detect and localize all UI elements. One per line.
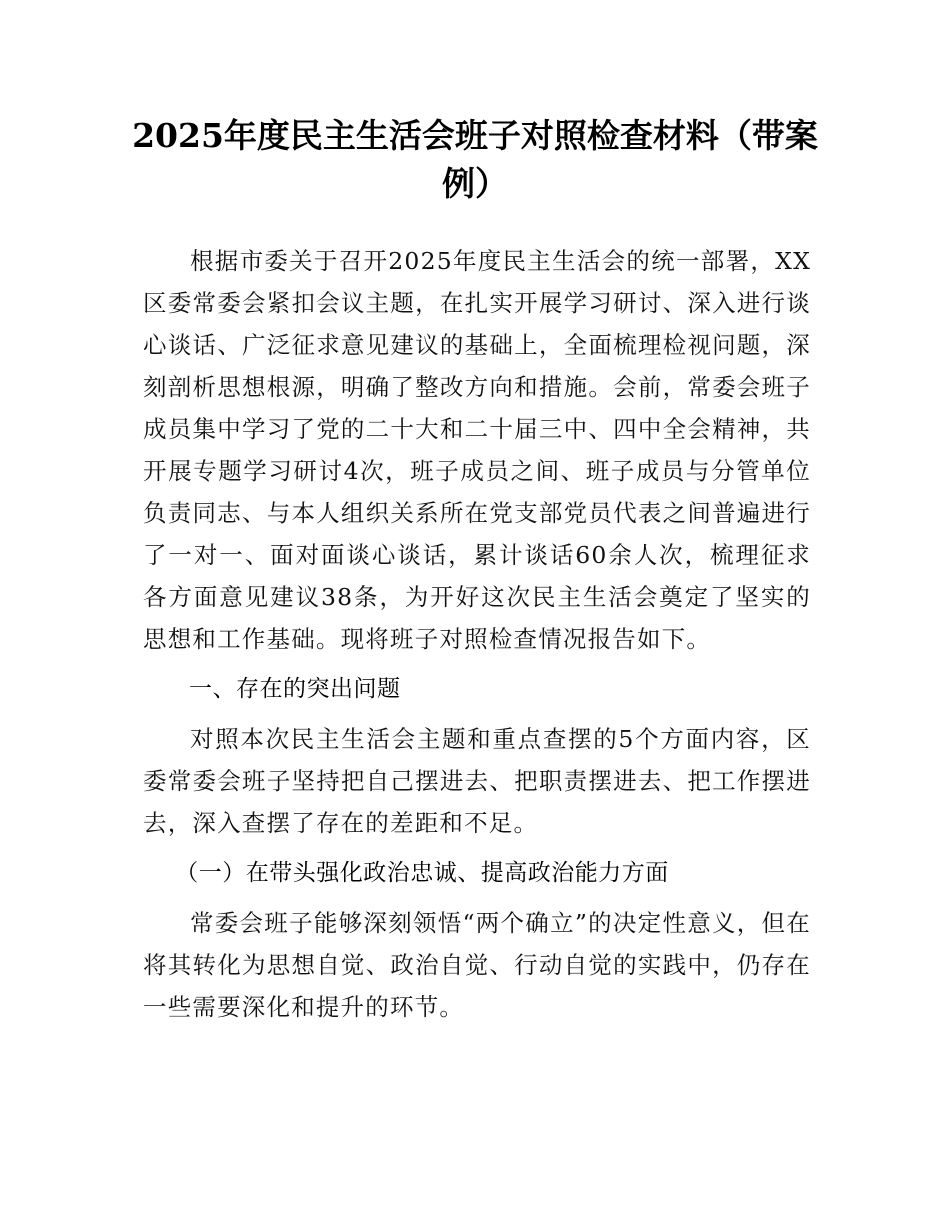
subsection-paragraph-political-loyalty: 常委会班子能够深刻领悟“两个确立”的决定性意义，但在将其转化为思想自觉、政治自觉、行动自觉的实践中，仍存在一些需要深化和提升的环节。 — [143, 909, 811, 1021]
document-title: 2025年度民主生活会班子对照检查材料（带案例） — [132, 116, 818, 203]
subsection-heading-political-loyalty: （一）在带头强化政治忠诚、提高政治能力方面 — [175, 860, 669, 886]
section-heading-problems: 一、存在的突出问题 — [189, 676, 401, 702]
section-paragraph-problems: 对照本次民主生活会主题和重点查摆的5个方面内容，区委常委会班子坚持把自己摆进去、把职责摆进去、把工作摆进去，深入查摆了存在的差距和不足。 — [143, 725, 811, 837]
document-body — [143, 240, 811, 1032]
intro-paragraph: 根据市委关于召开2025年度民主生活会的统一部署，XX区委常委会紧扣会议主题，在扎实开展学习研讨、深入进行谈心谈话、广泛征求意见建议的基础上，全面梳理检视问题，深刻剖析思想根源，明确了整改方向和措施。会前，常委会班子成员集中学习了党的二十大和二十届三中、四中全会精神，共开展专题学习研讨4次，班子成员之间、班子成员与分管单位负责同志、与本人组织关系所在党支部党员代表之间普遍进行了一对一、面对面谈心谈话，累计谈话60余人次，梳理征求各方面意见建议38条，为开好这次民主生活会奠定了坚实的思想和工作基础。现将班子对照检查情况报告如下。 — [143, 247, 811, 653]
